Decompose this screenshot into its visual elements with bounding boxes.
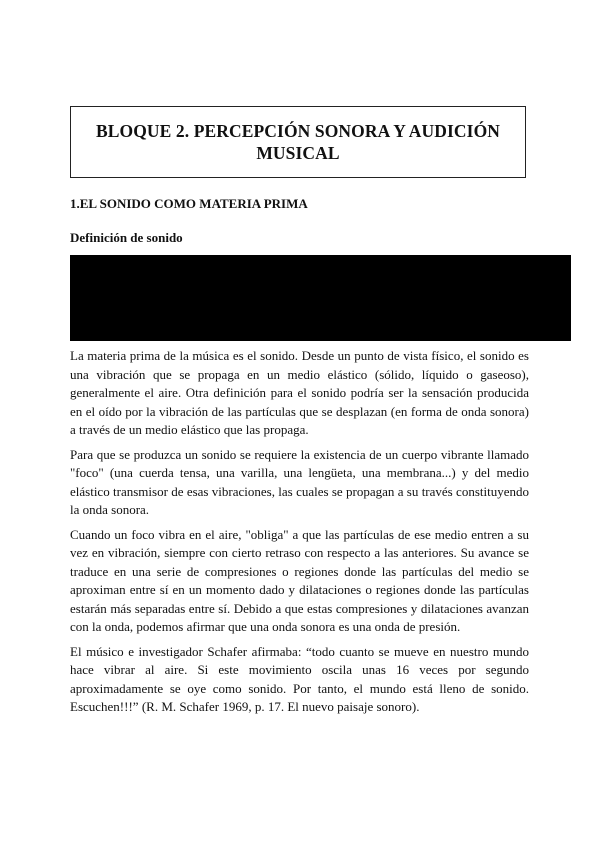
body-text [70, 347, 529, 723]
paragraph-1: La materia prima de la música es el sonido. Desde un punto de vista físico, el sonido es una vibración que se propaga en un medio elástico (sólido, líquido o gaseoso), generalmente el aire. Otra definición para el sonido podría ser la sensación producida en el oído por la vibración de las partículas que se desplazan (en forma de onda sonora) a través de un medio elástico que las propaga. [70, 348, 529, 437]
paragraph-2: Para que se produzca un sonido se requiere la existencia de un cuerpo vibrante llamado "foco" (una cuerda tensa, una varilla, una lengüeta, una membrana...) y del medio elástico transmisor de esas vibraciones, las cuales se propagan a su través constituyendo la onda sonora. [70, 446, 529, 517]
section-heading: 1.EL SONIDO COMO MATERIA PRIMA [70, 196, 308, 211]
paragraph-3: Cuando un foco vibra en el aire, "obliga" a que las partículas de ese medio entren a su vez en vibración, siempre con cierto retraso con respecto a las anteriores. Su avance se traduce en una serie de compresiones o regiones donde las partículas del medio se aproximan entre sí en un momento dado y dilataciones o regiones donde las partículas estarán más separadas entre sí. Debido a que estas compresiones y dilataciones avanzan con la onda, podemos afirmar que una onda sonora es una onda de presión. [70, 526, 529, 634]
document-title-line-1: BLOQUE 2. PERCEPCIÓN SONORA Y AUDICIÓN [95, 121, 501, 141]
redacted-block [70, 255, 571, 341]
document-title-line-2: MUSICAL [256, 143, 340, 163]
paragraph-4: El músico e investigador Schafer afirmaba: “todo cuanto se mueve en nuestro mundo hace vibrar al aire. Si este movimiento oscila unas 16 veces por segundo aproximadamente se oye como sonido. Por tanto, el mundo está lleno de sonido. Escuchen!!!” (R. M. Schafer 1969, p. 17. El nuevo paisaje sonoro). [70, 643, 529, 714]
subsection-heading: Definición de sonido [70, 230, 183, 245]
title-box [70, 106, 526, 178]
